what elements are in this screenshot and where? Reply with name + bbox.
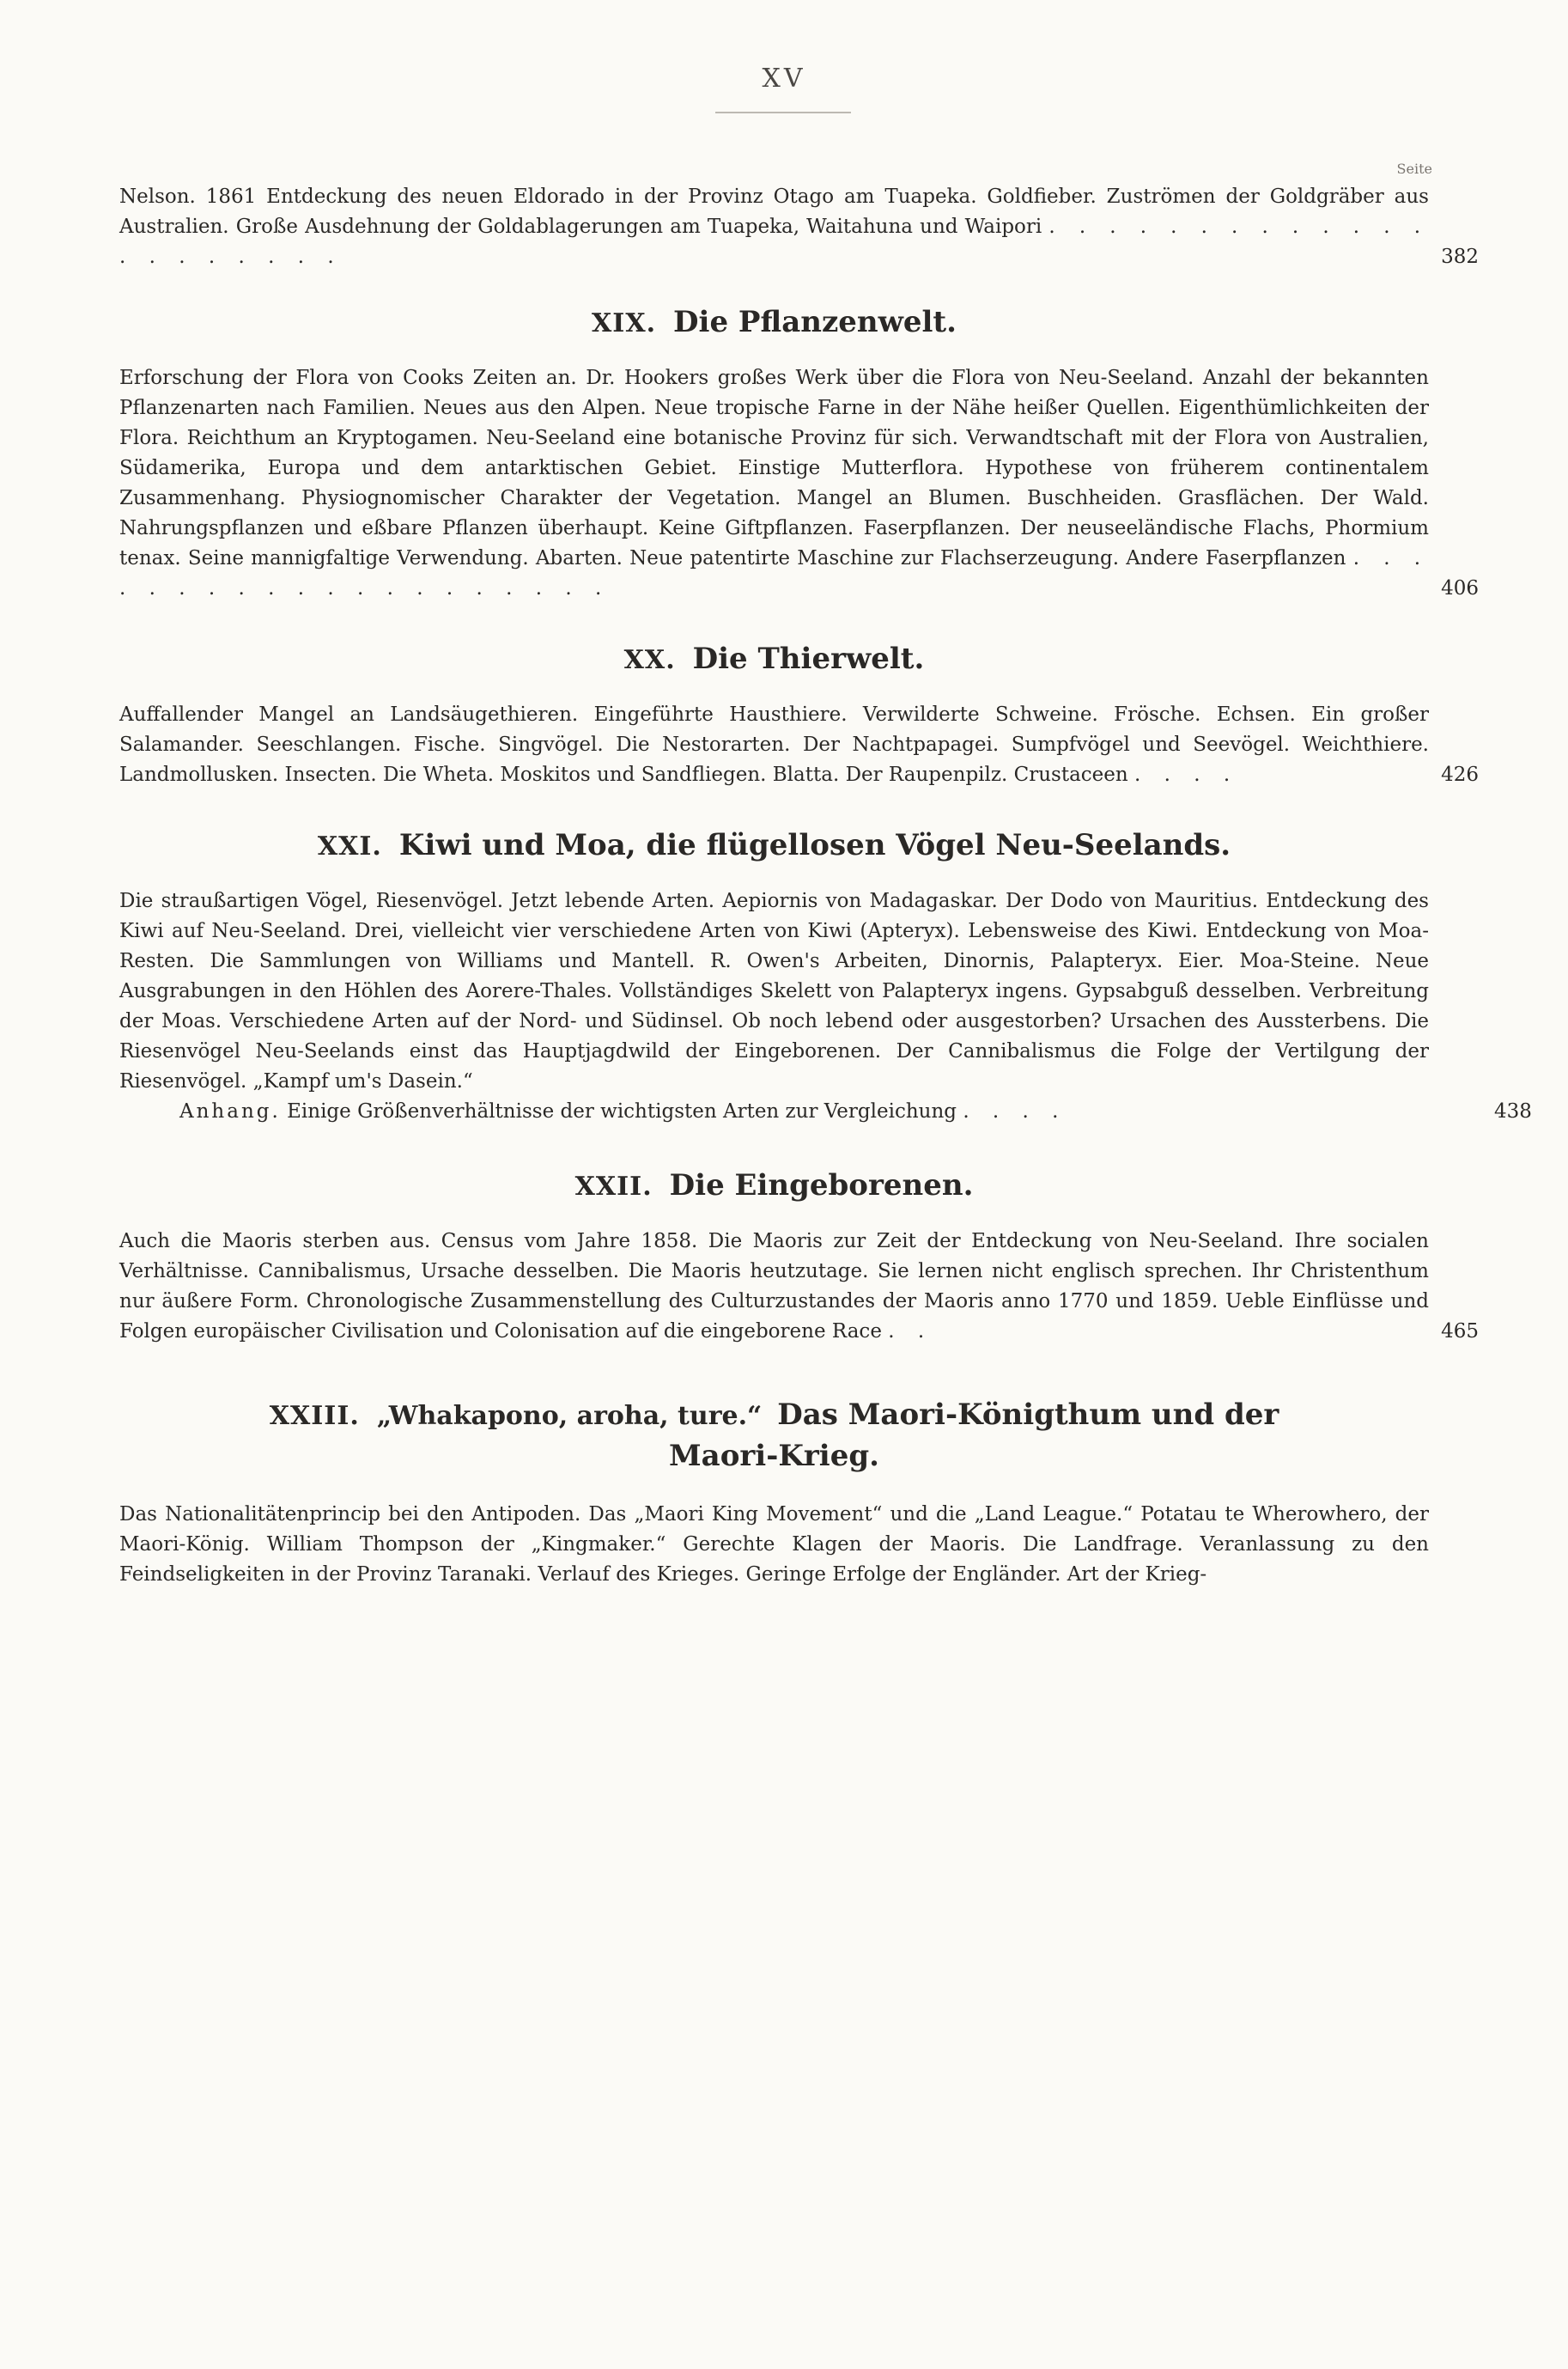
appendix-label: Anhang. bbox=[179, 1100, 281, 1123]
chapter-number: XXIII. bbox=[269, 1401, 360, 1431]
page-number: XV bbox=[762, 64, 806, 94]
chapter-motto: „Whakapono, aroha, ture.“ bbox=[376, 1401, 763, 1431]
chapter-summary-xxiii bbox=[119, 1500, 1429, 1590]
leader-dots: . . . . . . . . . . . . . . . . . . . . . bbox=[119, 216, 1430, 268]
entry-text: Die straußartigen Vögel, Riesenvögel. Jetzt lebende Arten. Aepiornis von Madagaskar. Der Dodo von Mauritius. Entdeckung des Kiwi auf Neu-Seeland. Drei, vielleicht vier verschiedene Arten von Kiwi (Apteryx). Lebensweise des Kiwi. Entdeckung von Moa-Resten. Die Sammlungen von Williams und Mantell. R. Owen's Arbeiten, Dinornis, Palapteryx. Eier. Moa-Steine. Neue Ausgrabungen in den Höhlen des Aorere-Thales. Vollständiges Skelett von Palapteryx ingens. Gypsabguß desselben. Verbreitung der Moas. Verschiedene Arten auf der Nord- und Südinsel. Ob noch lebend oder ausgestorben? Ursachen des Aussterbens. Die Riesenvögel Neu-Seelands einst das Hauptjagdwild der Eingeborenen. Der Cannibalismus die Folge der Vertilgung der Riesenvögel. „Kampf um's Dasein.“ bbox=[119, 890, 1429, 1093]
appendix-entry bbox=[119, 1097, 1532, 1127]
page-ref: 382 bbox=[1441, 246, 1479, 268]
page-ref: 406 bbox=[1441, 577, 1479, 600]
chapter-heading-xxii bbox=[119, 1168, 1429, 1204]
chapter-heading-xix bbox=[119, 305, 1429, 341]
chapter-title-line-2: Maori-Krieg. bbox=[669, 1439, 879, 1473]
chapter-summary-xxi bbox=[119, 886, 1429, 1097]
chapter-number: XX. bbox=[623, 645, 676, 675]
header-rule bbox=[715, 112, 851, 113]
leader-dots: . . . . bbox=[1134, 764, 1239, 786]
page-ref: 438 bbox=[1494, 1100, 1532, 1123]
chapter-heading-xxi bbox=[119, 828, 1429, 864]
page-ref: 465 bbox=[1441, 1320, 1479, 1343]
table-of-contents bbox=[119, 182, 1532, 1590]
chapter-title: Die Thierwelt. bbox=[692, 642, 925, 676]
entry-text: Das Nationalitätenprincip bei den Antipoden. Das „Maori King Movement“ und die „Land League.“ Potatau te Wherowhero, der Maori-König. William Thompson der „Kingmaker.“ Gerechte Klagen der Maoris. Die Landfrage. Veranlassung zu den Feindseligkeiten in der Provinz Taranaki. Verlauf des Krieges. Geringe Erfolge der Engländer. Art der Krieg- bbox=[119, 1503, 1429, 1586]
chapter-summary-xix bbox=[119, 363, 1479, 604]
chapter-number: XXI. bbox=[317, 831, 382, 862]
entry-text: Nelson. 1861 Entdeckung des neuen Eldorado in der Provinz Otago am Tuapeka. Goldfieber. Zuströmen der Goldgräber aus Australien. Große Ausdehnung der Goldablagerungen am Tuapeka, Waitahuna und Waipori bbox=[119, 186, 1429, 238]
leader-dots: . . . . . . . . . . . . . . . . . . . . bbox=[119, 547, 1430, 600]
leader-dots: . . . . bbox=[963, 1100, 1067, 1123]
seite-label: Seite bbox=[1396, 161, 1432, 177]
chapter-number: XIX. bbox=[592, 308, 657, 338]
chapter-heading-xxiii bbox=[119, 1395, 1429, 1477]
chapter-number: XXII. bbox=[574, 1172, 653, 1202]
entry-text: Einige Größenverhältnisse der wichtigsten Arten zur Vergleichung bbox=[287, 1100, 957, 1123]
page-ref: 426 bbox=[1441, 764, 1479, 786]
chapter-summary-xx bbox=[119, 700, 1479, 790]
toc-entry-previous bbox=[119, 182, 1479, 272]
chapter-title: Die Eingeborenen. bbox=[669, 1168, 974, 1203]
chapter-heading-xx bbox=[119, 642, 1429, 678]
chapter-title: Kiwi und Moa, die flügellosen Vögel Neu-Seelands. bbox=[398, 828, 1231, 862]
entry-text: Auffallender Mangel an Landsäugethieren. Eingeführte Hausthiere. Verwilderte Schweine. Frösche. Echsen. Ein großer Salamander. Seeschlangen. Fische. Singvögel. Die Nestorarten. Der Nachtpapagei. Sumpfvögel und Seevögel. Weichthiere. Landmollusken. Insecten. Die Wheta. Moskitos und Sandfliegen. Blatta. Der Raupenpilz. Crustaceen bbox=[119, 703, 1429, 786]
entry-text: Auch die Maoris sterben aus. Census vom Jahre 1858. Die Maoris zur Zeit der Entdeckung von Neu-Seeland. Ihre socialen Verhältnisse. Cannibalismus, Ursache desselben. Die Maoris heutzutage. Sie lernen nicht englisch sprechen. Ihr Christenthum nur äußere Form. Chronologische Zusammenstellung des Culturzustandes der Maoris anno 1770 und 1859. Ueble Einflüsse und Folgen europäischer Civilisation und Colonisation auf die eingeborene Race bbox=[119, 1230, 1429, 1343]
chapter-title-line-1: Das Maori-Königthum und der bbox=[777, 1398, 1279, 1432]
entry-text: Erforschung der Flora von Cooks Zeiten an. Dr. Hookers großes Werk über die Flora von Neu-Seeland. Anzahl der bekannten Pflanzenarten nach Familien. Neues aus den Alpen. Neue tropische Farne in der Nähe heißer Quellen. Eigenthümlichkeiten der Flora. Reichthum an Kryptogamen. Neu-Seeland eine botanische Provinz für sich. Verwandtschaft mit der Flora von Australien, Südamerika, Europa und dem antarktischen Gebiet. Einstige Mutterflora. Hypothese von früherem continentalem Zusammenhang. Physiognomischer Charakter der Vegetation. Mangel an Blumen. Buschheiden. Grasflächen. Der Wald. Nahrungspflanzen und eßbare Pflanzen überhaupt. Keine Giftpflanzen. Faserpflanzen. Der neuseeländische Flachs, Phormium tenax. Seine mannigfaltige Verwendung. Abarten. Neue patentirte Maschine zur Flachserzeugung. Andere Faserpflanzen bbox=[119, 367, 1429, 569]
chapter-title: Die Pflanzenwelt. bbox=[673, 305, 957, 339]
leader-dots: . . bbox=[888, 1320, 933, 1343]
chapter-summary-xxii bbox=[119, 1227, 1479, 1347]
